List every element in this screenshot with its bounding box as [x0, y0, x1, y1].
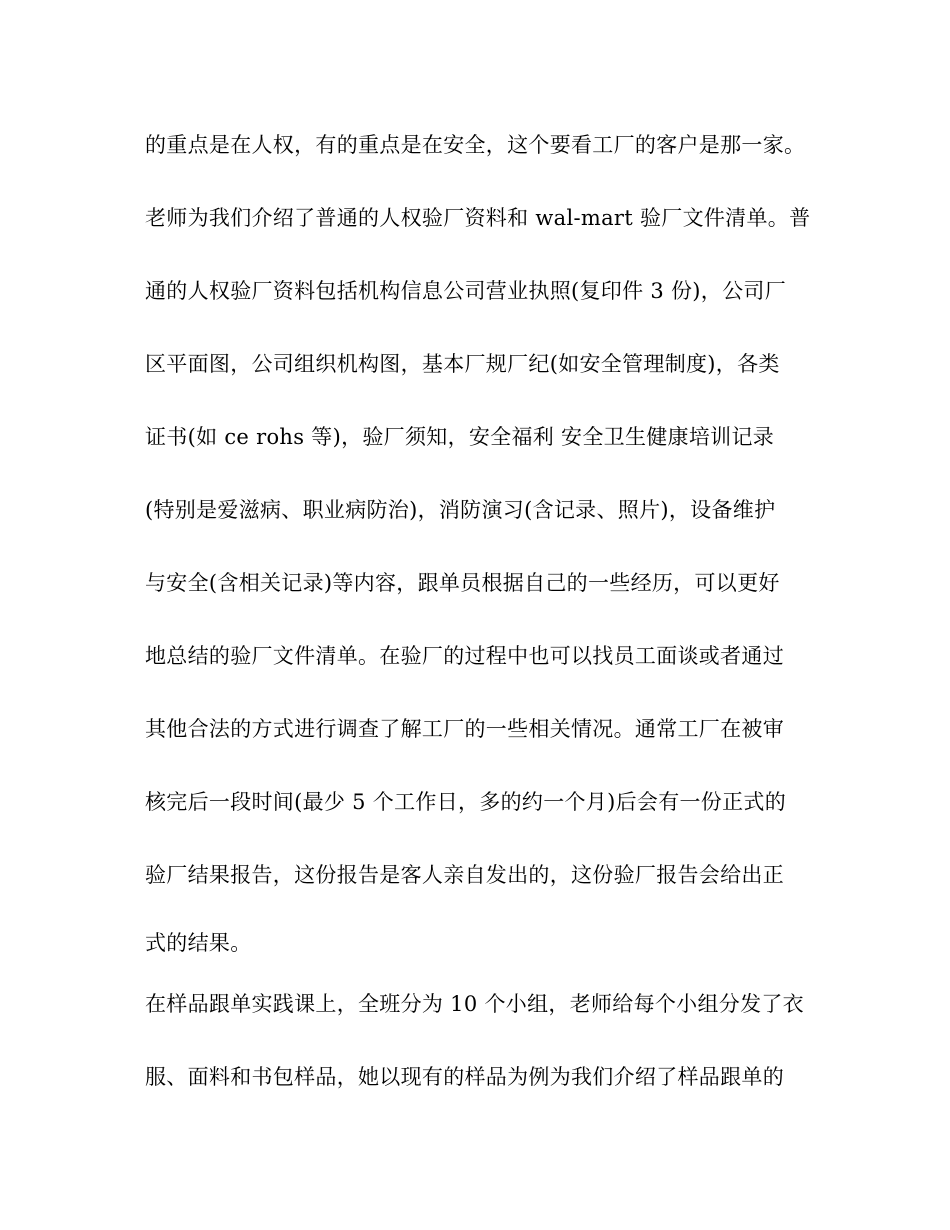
text-line: 核完后一段时间(最少 5 个工作日，多的约一个月)后会有一份正式的 — [145, 790, 786, 814]
text-line: 通的人权验厂资料包括机构信息公司营业执照(复印件 3 份)，公司厂 — [145, 279, 786, 303]
text-line: 式的结果。 — [145, 931, 252, 955]
text-line: 的重点是在人权，有的重点是在安全，这个要看工厂的客户是那一家。 — [145, 133, 806, 157]
text-line: 服、面料和书包样品，她以现有的样品为例为我们介绍了样品跟单的 — [145, 1065, 784, 1089]
text-line: 老师为我们介绍了普通的人权验厂资料和 wal-mart 验厂文件清单。普 — [145, 206, 811, 230]
text-line: 其他合法的方式进行调查了解工厂的一些相关情况。通常工厂在被审 — [145, 717, 784, 741]
text-line: (特别是爱滋病、职业病防治)，消防演习(含记录、照片)，设备维护 — [145, 498, 776, 522]
text-line: 验厂结果报告，这份报告是客人亲自发出的，这份验厂报告会给出正 — [145, 863, 784, 887]
text-line: 区平面图，公司组织机构图，基本厂规厂纪(如安全管理制度)，各类 — [145, 352, 780, 376]
text-line: 与安全(含相关记录)等内容，跟单员根据自己的一些经历，可以更好 — [145, 571, 780, 595]
paragraph-start-line: 在样品跟单实践课上，全班分为 10 个小组，老师给每个小组分发了衣 — [145, 992, 804, 1016]
text-line: 证书(如 ce rohs 等)，验厂须知，安全福利 安全卫生健康培训记录 — [145, 425, 775, 449]
text-line: 地总结的验厂文件清单。在验厂的过程中也可以找员工面谈或者通过 — [145, 644, 784, 668]
